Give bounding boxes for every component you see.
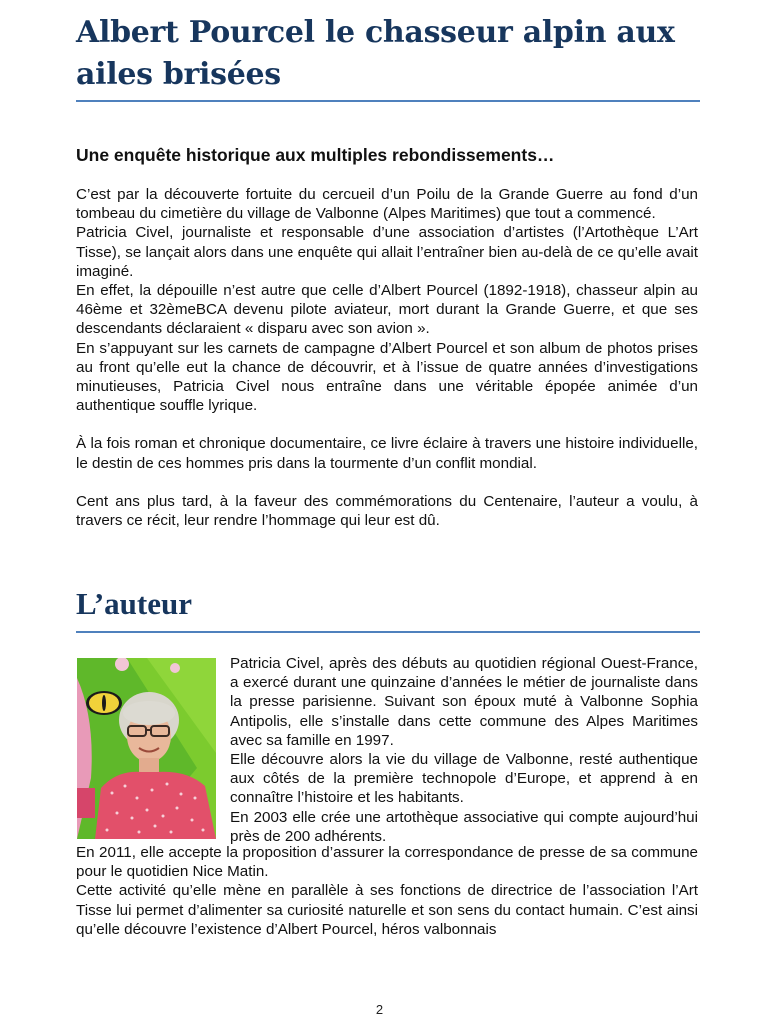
- author-photo: [77, 658, 216, 839]
- author-paragraph: Cette activité qu’elle mène en parallèle à ses fonctions de directrice de l’association l’Art Tisse lui permet d’alimenter sa curiosité naturelle et son sens du contact humain. C’est ainsi qu’elle découvre l’existence d’Albert Pourcel, héros valbonnais: [76, 882, 698, 938]
- author-heading: L’auteur: [76, 586, 192, 621]
- author-bio-beside-photo: [230, 654, 698, 846]
- page-number: 2: [375, 1002, 384, 1017]
- title-underline: [76, 100, 700, 102]
- author-heading-underline: [76, 631, 700, 633]
- author-paragraph: En 2003 elle crée une artothèque associative qui compte aujourd’hui près de 200 adhérents.: [230, 808, 698, 845]
- intro-paragraph: C’est par la découverte fortuite du cercueil d’un Poilu de la Grande Guerre au fond d’un tombeau du cimetière du village de Valbonne (Alpes Maritimes) que tout a commencé.: [76, 186, 698, 223]
- page-title: Albert Pourcel le chasseur alpin aux ailes brisées: [76, 15, 675, 92]
- author-paragraph: Patricia Civel, après des débuts au quotidien régional Ouest-France, a exercé durant une quinzaine d’années le métier de journaliste dans la presse parisienne. Suivant son époux muté à Valbonne Sophia Antipolis, elle s’installe dans cette commune des Alpes Maritimes avec sa famille en 1997.: [230, 655, 698, 749]
- author-paragraph: En 2011, elle accepte la proposition d’assurer la correspondance de presse de sa commune pour le quotidien Nice Matin.: [76, 844, 698, 881]
- intro-paragraph: En effet, la dépouille n’est autre que celle d’Albert Pourcel (1892-1918), chasseur alpin au 46ème et 32èmeBCA devenu pilote aviateur, mort durant la Grande Guerre, et que ses descendants déclaraient « disparu avec son avion ».: [76, 282, 698, 338]
- intro-paragraph: Cent ans plus tard, à la faveur des commémorations du Centenaire, l’auteur a voulu, à travers ce récit, leur rendre l’hommage qui leur est dû.: [76, 492, 698, 530]
- intro-paragraph: À la fois roman et chronique documentaire, ce livre éclaire à travers une histoire individuelle, le destin de ces hommes pris dans la tourmente d’un conflit mondial.: [76, 435, 698, 472]
- intro-text: [76, 185, 698, 530]
- author-bio-full-width: [76, 843, 698, 939]
- intro-paragraph: En s’appuyant sur les carnets de campagne d’Albert Pourcel et son album de photos prises au front qu’elle eut la chance de découvrir, et à l’issue de quatre années d’investigations minutieuses, Patricia Civel nous entraîne dans une véritable épopée animée d’un authentique souffle lyrique.: [76, 339, 698, 415]
- intro-paragraph: Patricia Civel, journaliste et responsable d’une association d’artistes (l’Artothèque L’Art Tisse), se lançait alors dans une enquête qui allait l’entraîner bien au-delà de ce qu’elle avait imaginé.: [76, 224, 698, 280]
- author-paragraph: Elle découvre alors la vie du village de Valbonne, resté authentique aux côtés de la première technopole d’Europe, et apprend à en connaître l’histoire et les habitants.: [230, 751, 698, 807]
- section-subtitle: Une enquête historique aux multiples rebondissements…: [76, 145, 555, 165]
